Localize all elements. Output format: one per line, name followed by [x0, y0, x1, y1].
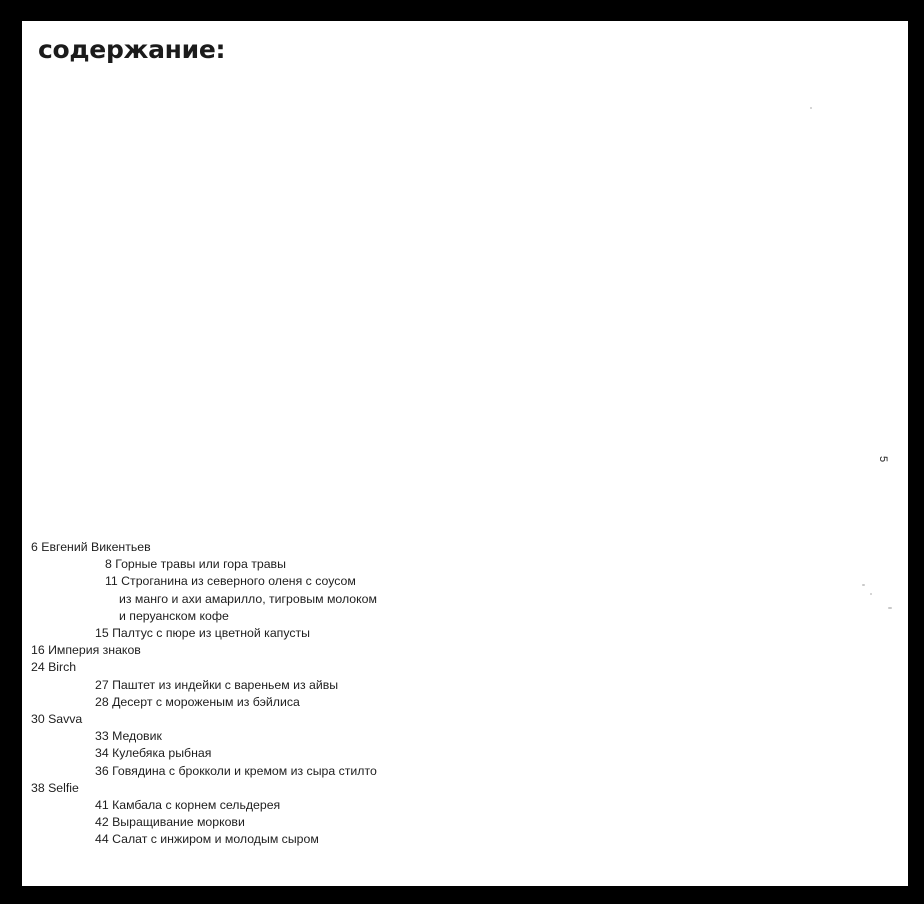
toc-recipe-continuation: и перуанском кофе [119, 608, 229, 623]
toc-recipe-entry: 11 Строганина из северного оленя с соусом [105, 574, 356, 589]
toc-recipe-entry: 34 Кулебяка рыбная [95, 746, 212, 761]
toc-recipe-entry: 33 Медовик [95, 729, 162, 744]
paper-speck [888, 607, 892, 609]
toc-recipe-entry: 8 Горные травы или гора травы [105, 557, 286, 572]
table-of-contents [31, 539, 377, 849]
toc-recipe-entry: 15 Палтус с пюре из цветной капусты [95, 626, 310, 641]
toc-chef-entry: 30 Savva [31, 712, 83, 727]
toc-chef-entry: 16 Империя знаков [31, 643, 141, 658]
toc-recipe-entry: 44 Салат с инжиром и молодым сыром [95, 832, 319, 847]
toc-chef-entry: 6 Евгений Викентьев [31, 540, 151, 554]
toc-recipe-entry: 36 Говядина с брокколи и кремом из сыра стилто [95, 763, 377, 778]
page-title: содержание: [38, 35, 226, 64]
toc-recipe-entry: 27 Паштет из индейки с вареньем из айвы [95, 677, 339, 692]
toc-recipe-entry: 28 Десерт с мороженым из бэйлиса [95, 694, 300, 709]
paper-speck [862, 584, 865, 586]
page-number: 5 [877, 455, 890, 463]
toc-recipe-entry: 41 Камбала с корнем сельдерея [95, 798, 281, 813]
paper-speck [810, 107, 812, 109]
toc-recipe-continuation: из манго и ахи амарилло, тигровым молоком [119, 591, 377, 606]
paper-speck [870, 593, 872, 595]
toc-recipe-entry: 42 Выращивание моркови [95, 815, 245, 830]
toc-chef-entry: 38 Selfie [31, 780, 79, 795]
book-page [22, 21, 908, 886]
toc-chef-entry: 24 Birch [31, 660, 77, 675]
